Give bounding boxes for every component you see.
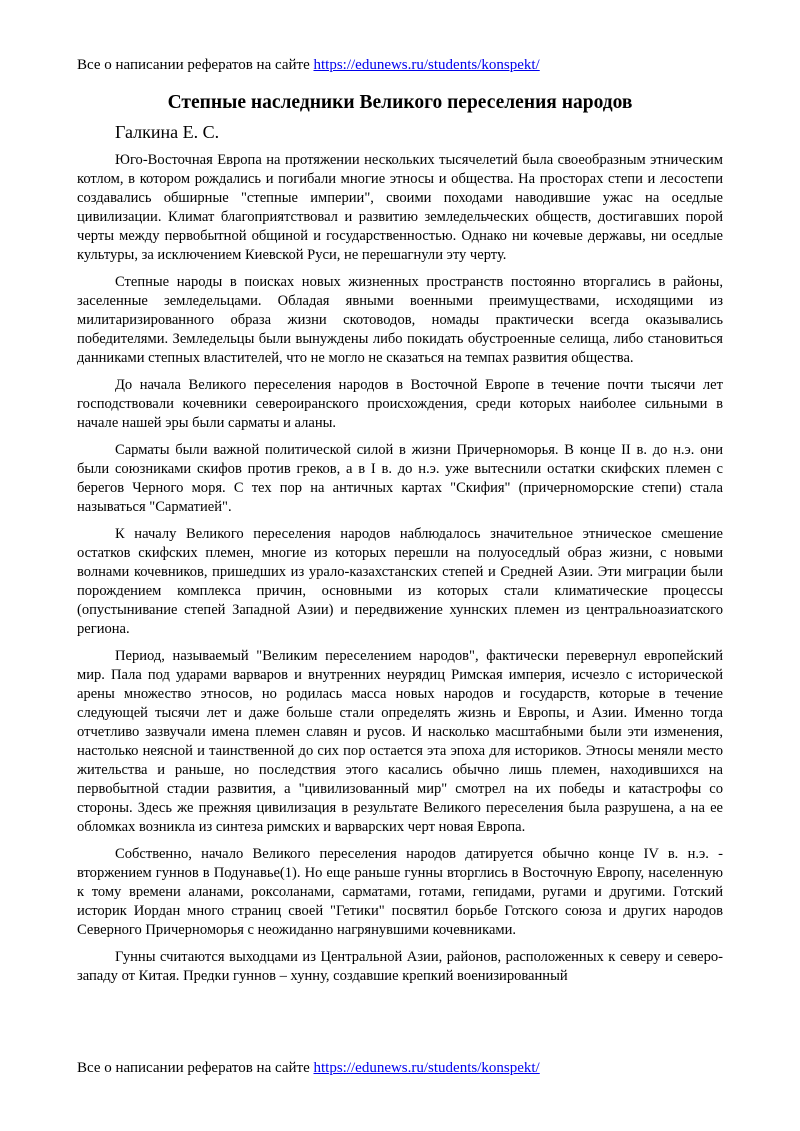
footer-text: Все о написании рефератов на сайте	[77, 1060, 314, 1076]
paragraph: Степные народы в поисках новых жизненных пространств постоянно вторгались в районы, заселенные земледельцами. Обладая явными военными преимуществами, исходящими из милитаризированного образа жизни скотоводов, номады практически всегда оказывались победителями. Земледельцы были вынуждены либо покидать обустроенные селища, либо становиться данниками степных властителей, что не могло не сказаться на темпах развития общества.	[77, 274, 723, 366]
paragraph: Собственно, начало Великого переселения народов датируется обычно конце IV в. н.э. - вторжением гуннов в Подунавье(1). Но еще раньше гунны вторглись в Восточную Европу, населенную к тому времени аланами, роксоланами, сарматами, готами, гепидами, ругами и другими. Готский историк Иордан много страниц своей "Гетики" посвятил борьбе Готского союза и других народов Северного Причерноморья с неожиданно нагрянувшими кочевниками.	[77, 846, 723, 938]
page-header	[77, 55, 540, 75]
paragraph: Период, называемый "Великим переселением народов", фактически перевернул европейский мир. Пала под ударами варваров и внутренних неурядиц Римская империя, исчезло с исторической арены множество этносов, но родилась масса новых народов и государств, которые в течение следующей тысячи лет и даже больше стали определять жизнь и Европы, и Азии. Именно тогда отчетливо зазвучали имена племен славян и русов. И насколько масштабными были эти изменения, настолько неясной и таинственной до сих пор остается эта эпоха для историков. Этносы меняли место жительства и раньше, но последствия этого касались обычно лишь племен, находившихся на первобытной стадии развития, а "цивилизованный мир" смотрел на их победы и катастрофы со стороны. Здесь же прежняя цивилизация в результате Великого переселения была разрушена, а на ее обломках возникла из синтеза римских и варварских черт новая Европа.	[77, 648, 723, 835]
header-link[interactable]: https://edunews.ru/students/konspekt/	[313, 57, 540, 73]
header-text: Все о написании рефератов на сайте	[77, 57, 314, 73]
paragraph: Гунны считаются выходцами из Центральной Азии, районов, расположенных к северу и северо-западу от Китая. Предки гуннов – хунну, создавшие крепкий военизированный	[77, 949, 723, 984]
page-footer	[77, 1058, 540, 1078]
article-body	[77, 151, 723, 994]
article-author: Галкина Е. С.	[115, 122, 220, 142]
paragraph: К началу Великого переселения народов наблюдалось значительное этническое смешение остатков скифских племен, многие из которых перешли на полуоседлый образ жизни, с новыми волнами кочевников, пришедших из урало-казахстанских степей и Средней Азии. Эти миграции были порождением комплекса причин, основными из которых стали климатические процессы (опустынивание степей Западной Азии) и передвижение хуннских племен из центральноазиатского региона.	[77, 526, 723, 637]
footer-link[interactable]: https://edunews.ru/students/konspekt/	[313, 1060, 540, 1076]
article-title: Степные наследники Великого переселения народов	[167, 92, 633, 113]
paragraph: Юго-Восточная Европа на протяжении нескольких тысячелетий была своеобразным этническим котлом, в котором рождались и погибали многие этносы и общества. На просторах степи и лесостепи создавались обширные "степные империи", своими походами наводившие ужас на оседлые цивилизации. Климат благоприятствовал и развитию земледельческих обществ, достигавших порой черты между первобытной общиной и государственностью. Однако ни кочевые державы, ни оседлые культуры, за исключением Киевской Руси, не перешагнули эту черту.	[77, 152, 723, 263]
document-page	[77, 0, 723, 1131]
paragraph: До начала Великого переселения народов в Восточной Европе в течение почти тысячи лет господствовали кочевники североиранского происхождения, среди которых наиболее сильными в начале нашей эры были сарматы и аланы.	[77, 377, 723, 431]
paragraph: Сарматы были важной политической силой в жизни Причерноморья. В конце II в. до н.э. они были союзниками скифов против греков, а в I в. до н.э. уже вытеснили остатки скифских племен с берегов Черного моря. С тех пор на античных картах "Скифия" (причерноморские степи) стала называться "Сарматией".	[77, 442, 723, 515]
